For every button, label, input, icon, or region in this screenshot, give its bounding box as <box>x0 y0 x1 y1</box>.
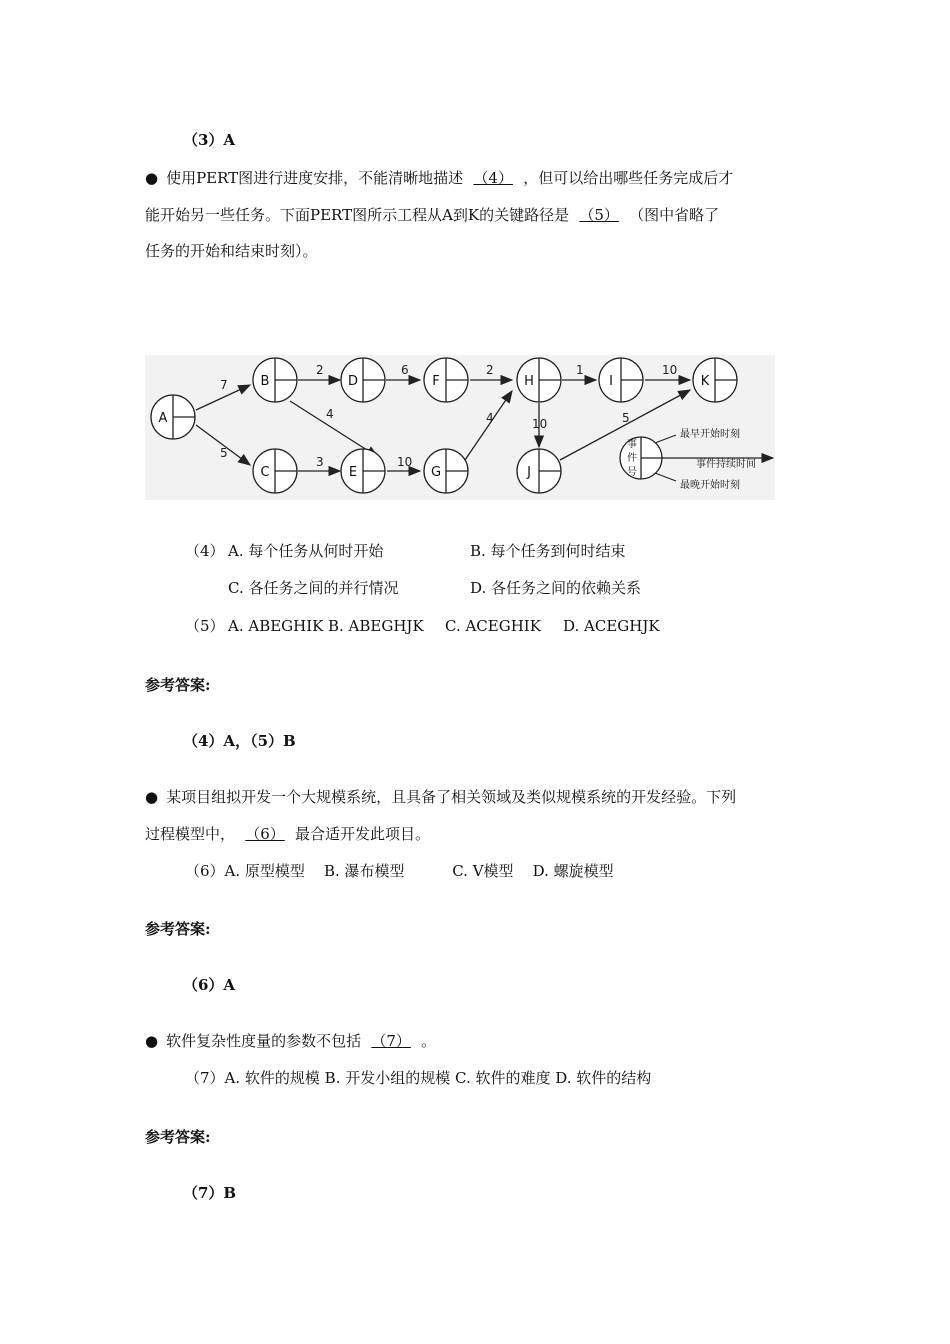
q4-option-num: （4） <box>185 542 225 560</box>
edge-label: 2 <box>486 363 494 377</box>
node-label: B <box>260 374 270 389</box>
edge-label: 1 <box>576 363 584 377</box>
legend-node-char: 事 <box>627 439 637 450</box>
q5-option-num: （5） <box>185 617 225 635</box>
answer-6: （6）A <box>183 976 236 994</box>
question-4-line-1: ● 使用PERT图进行进度安排，不能清晰地描述 （4） ，但可以给出哪些任务完成后才 <box>145 169 734 187</box>
legend-duration: 事件持续时间 <box>696 459 756 470</box>
blank-5: （5） <box>579 206 619 224</box>
q4-option-b: B. 每个任务到何时结束 <box>470 542 626 560</box>
legend-node-char: 件 <box>627 453 637 464</box>
reference-answer-label: 参考答案: <box>145 920 211 938</box>
q6-options: （6）A. 原型模型 B. 瀑布模型 C. V模型 D. 螺旋模型 <box>185 862 614 880</box>
bullet-icon: ● <box>145 1032 159 1050</box>
edge-label: 5 <box>622 411 630 425</box>
edge-label: 2 <box>316 363 324 377</box>
question-6-line-2: 过程模型中， （6） 最合适开发此项目。 <box>145 825 431 843</box>
question-7: ● 软件复杂性度量的参数不包括 （7） 。 <box>145 1032 437 1050</box>
bullet-icon: ● <box>145 169 159 187</box>
edge-label: 7 <box>220 378 228 392</box>
answer-3: （3）A <box>183 131 236 149</box>
answer-4-5: （4）A，（5）B <box>183 732 296 750</box>
node-label: F <box>432 374 440 389</box>
q5-option-d: D. ACEGHJK <box>563 617 660 635</box>
edge-label: 10 <box>662 363 678 377</box>
pert-node-e <box>341 449 385 493</box>
q5-option-c: C. ACEGHIK <box>445 617 541 635</box>
pert-diagram <box>0 345 950 505</box>
pert-node-i <box>599 358 643 402</box>
pert-node-f <box>424 358 468 402</box>
node-label: H <box>524 374 534 389</box>
question-4-line-3: 任务的开始和结束时刻）。 <box>145 242 318 260</box>
edge-label: 4 <box>326 407 334 421</box>
q4-option-d: D. 各任务之间的依赖关系 <box>470 579 642 597</box>
legend-node-char: 号 <box>627 467 637 478</box>
q4-option-a: A. 每个任务从何时开始 <box>228 542 384 560</box>
legend-earliest-start: 最早开始时刻 <box>680 429 740 440</box>
node-label: D <box>347 374 359 389</box>
node-label: G <box>430 465 442 480</box>
edge-label: 6 <box>401 363 409 377</box>
blank-4: （4） <box>473 169 513 187</box>
node-label: K <box>700 374 710 389</box>
q4-option-c: C. 各任务之间的并行情况 <box>228 579 399 597</box>
answer-7: （7）B <box>183 1184 237 1202</box>
node-label: A <box>158 411 168 426</box>
blank-7: （7） <box>371 1032 411 1050</box>
node-label: I <box>609 374 613 389</box>
legend-latest-start: 最晚开始时刻 <box>680 480 740 491</box>
question-4-line-2: 能开始另一些任务。下面PERT图所示工程从A到K的关键路径是 （5） （图中省略了 <box>145 206 720 224</box>
pert-node-j <box>517 449 561 493</box>
edge-label: 10 <box>532 417 548 431</box>
edge-label: 4 <box>486 411 494 425</box>
edge-label: 10 <box>397 455 413 469</box>
reference-answer-label: 参考答案: <box>145 1128 211 1146</box>
q5-option-b: B. ABEGHJK <box>328 617 424 635</box>
node-label: C <box>260 465 270 480</box>
question-6-line-1: ● 某项目组拟开发一个大规模系统，且具备了相关领域及类似规模系统的开发经验。下列 <box>145 788 737 806</box>
reference-answer-label: 参考答案: <box>145 676 211 694</box>
q5-option-a: A. ABEGHIK <box>228 617 324 635</box>
edge-label: 5 <box>220 446 228 460</box>
edge-label: 3 <box>316 455 324 469</box>
node-label: J <box>527 465 531 480</box>
pert-node-k <box>693 358 737 402</box>
q7-options: （7）A. 软件的规模 B. 开发小组的规模 C. 软件的难度 D. 软件的结构 <box>185 1069 652 1087</box>
blank-6: （6） <box>245 825 285 843</box>
node-label: E <box>348 465 358 480</box>
bullet-icon: ● <box>145 788 159 806</box>
